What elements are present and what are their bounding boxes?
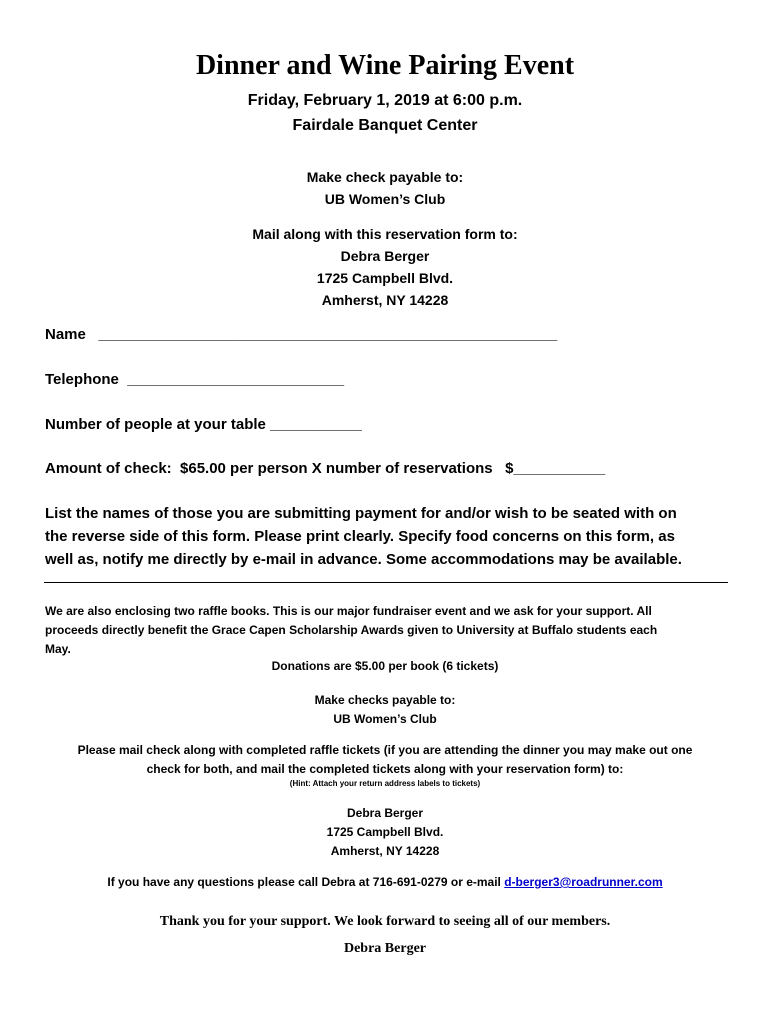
raffle-mail-instructions <box>40 741 730 779</box>
return-label-hint: (Hint: Attach your return address labels to tickets) <box>289 779 481 788</box>
raffle-intro-line: We are also enclosing two raffle books. This is our major fundraiser event and we ask for your support. All <box>45 604 652 618</box>
donation-price: Donations are $5.00 per book (6 tickets) <box>271 659 499 673</box>
check-amount-field[interactable]: Amount of check: $65.00 per person X number of reservations $___________ <box>45 460 606 477</box>
raffle-mailing-address <box>0 804 770 861</box>
contact-email-link[interactable]: d-berger3@roadrunner.com <box>504 875 663 889</box>
event-details <box>0 88 770 138</box>
mailing-street: 1725 Campbell Blvd. <box>316 270 454 286</box>
mailing-label: Mail along with this reservation form to: <box>252 226 518 242</box>
instructions-line: the reverse side of this form. Please print clearly. Specify food concerns on this form, as <box>45 528 675 545</box>
raffle-mailing-city: Amherst, NY 14228 <box>330 844 440 858</box>
table-people-field[interactable]: Number of people at your table ___________ <box>45 416 362 433</box>
raffle-payable-label: Make checks payable to: <box>314 693 456 707</box>
section-divider <box>44 582 728 583</box>
instructions-line: List the names of those you are submitting payment for and/or wish to be seated with on <box>45 505 677 522</box>
event-date: Friday, February 1, 2019 at 6:00 p.m. <box>247 92 523 109</box>
instructions-paragraph <box>45 502 735 571</box>
mailing-city: Amherst, NY 14228 <box>321 292 449 308</box>
raffle-payable-section <box>0 691 770 729</box>
check-payable-label: Make check payable to: <box>306 169 464 185</box>
event-venue: Fairdale Banquet Center <box>292 117 478 134</box>
contact-line <box>0 875 770 889</box>
page-title: Dinner and Wine Pairing Event <box>195 50 575 81</box>
raffle-mail-line: Please mail check along with completed raffle tickets (if you are attending the dinner you may make out one <box>77 743 693 757</box>
check-payable-section <box>0 166 770 210</box>
name-field[interactable]: Name _______________________________________________________ <box>45 326 558 343</box>
closing-signature: Debra Berger <box>343 941 427 956</box>
closing-thanks: Thank you for your support. We look forward to seeing all of our members. <box>159 914 611 929</box>
instructions-line: well as, notify me directly by e-mail in advance. Some accommodations may be available. <box>45 551 682 568</box>
raffle-intro-line: May. <box>45 642 71 656</box>
telephone-field[interactable]: Telephone __________________________ <box>45 371 345 388</box>
raffle-mail-line: check for both, and mail the completed tickets along with your reservation form) to: <box>146 762 624 776</box>
raffle-intro-line: proceeds directly benefit the Grace Capen Scholarship Awards given to University at Buffalo students each <box>45 623 658 637</box>
raffle-mailing-name: Debra Berger <box>346 806 424 820</box>
raffle-intro-paragraph <box>45 602 735 659</box>
mailing-name: Debra Berger <box>340 248 430 264</box>
raffle-mailing-street: 1725 Campbell Blvd. <box>326 825 444 839</box>
check-payee: UB Women’s Club <box>324 191 446 207</box>
contact-text: If you have any questions please call Debra at 716-691-0279 or e-mail <box>107 875 505 889</box>
mailing-address-section <box>0 223 770 311</box>
raffle-payee: UB Women’s Club <box>333 712 437 726</box>
